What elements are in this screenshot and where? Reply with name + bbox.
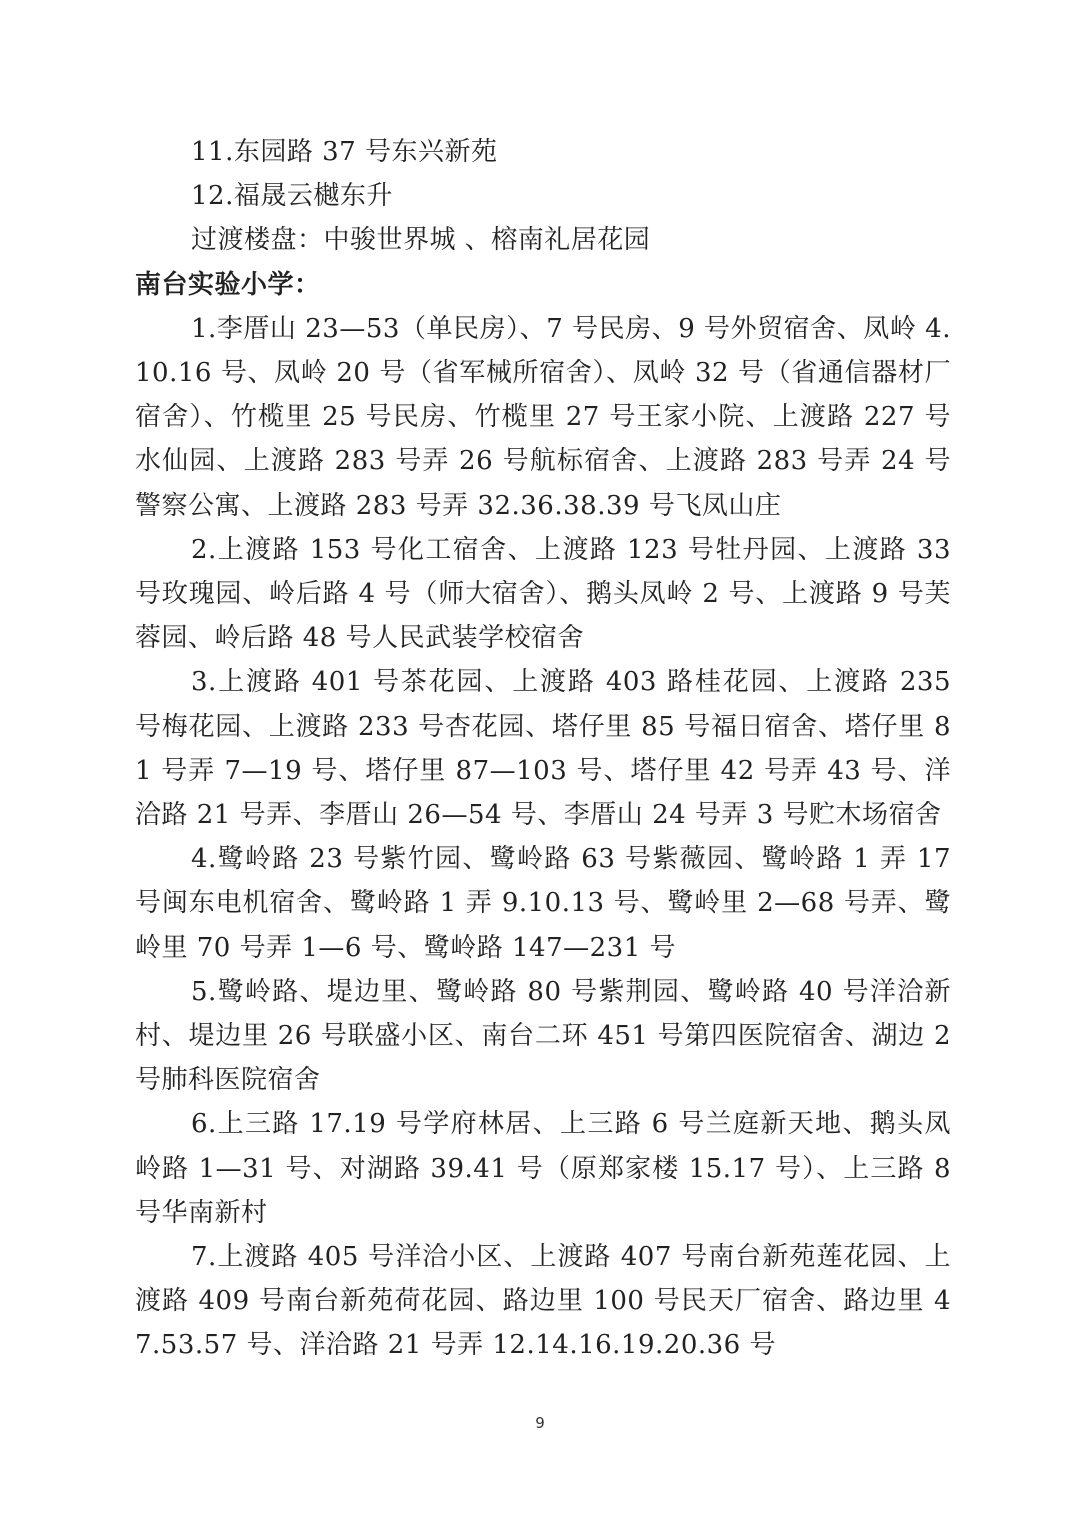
school-district-item-3: 3.上渡路 401 号茶花园、上渡路 403 路桂花园、上渡路 235 号梅花园、上渡路 233 号杏花园、塔仔里 85 号福日宿舍、塔仔里 81 号弄 7—19 号、塔仔里 87—103 号、塔仔里 42 号弄 43 号、洋洽路 21 号弄、李厝山 26—54 号、李厝山 24 号弄 3 号贮木场宿舍 bbox=[135, 667, 951, 831]
school-district-item-7: 7.上渡路 405 号洋洽小区、上渡路 407 号南台新苑莲花园、上渡路 409 号南台新苑荷花园、路边里 100 号民天厂宿舍、路边里 47.53.57 号、洋洽路 21 号弄 12.14.16.19.20.36 号 bbox=[135, 1242, 951, 1361]
page-body bbox=[135, 130, 951, 1368]
school-district-item-6: 6.上三路 17.19 号学府林居、上三路 6 号兰庭新天地、鹅头凤岭路 1—31 号、对湖路 39.41 号（原郑家楼 15.17 号）、上三路 8 号华南新村 bbox=[135, 1109, 951, 1228]
school-district-item-5: 5.鹭岭路、堤边里、鹭岭路 80 号紫荆园、鹭岭路 40 号洋洽新村、堤边里 26 号联盛小区、南台二环 451 号第四医院宿舍、湖边 2 号肺科医院宿舍 bbox=[135, 976, 951, 1096]
list-item-11: 11.东园路 37 号东兴新苑 bbox=[191, 137, 498, 167]
section-heading: 南台实验小学： bbox=[135, 269, 321, 300]
page-number: 9 bbox=[535, 1414, 545, 1432]
transition-properties-line: 过渡楼盘：中骏世界城 、榕南礼居花园 bbox=[191, 225, 651, 256]
list-item-12: 12.福晟云樾东升 bbox=[191, 181, 393, 212]
school-district-item-4: 4.鹭岭路 23 号紫竹园、鹭岭路 63 号紫薇园、鹭岭路 1 弄 17 号闽东电机宿舍、鹭岭路 1 弄 9.10.13 号、鹭岭里 2—68 号弄、鹭岭里 70 号弄 1—6 号、鹭岭路 147—231 号 bbox=[135, 844, 951, 963]
school-district-item-2: 2.上渡路 153 号化工宿舍、上渡路 123 号牡丹园、上渡路 33 号玫瑰园、岭后路 4 号（师大宿舍）、鹅头凤岭 2 号、上渡路 9 号芙蓉园、岭后路 48 号人民武装学校宿舍 bbox=[135, 534, 951, 654]
school-district-item-1: 1.李厝山 23—53（单民房）、7 号民房、9 号外贸宿舍、凤岭 4.10.16 号、凤岭 20 号（省军械所宿舍）、凤岭 32 号（省通信器材厂宿舍）、竹榄里 25 号民房、竹榄里 27 号王家小院、上渡路 227 号水仙园、上渡路 283 号弄 26 号航标宿舍、上渡路 283 号弄 24 号警察公寓、上渡路 283 号弄 32.36.38.39 号飞凤山庄 bbox=[135, 313, 951, 521]
